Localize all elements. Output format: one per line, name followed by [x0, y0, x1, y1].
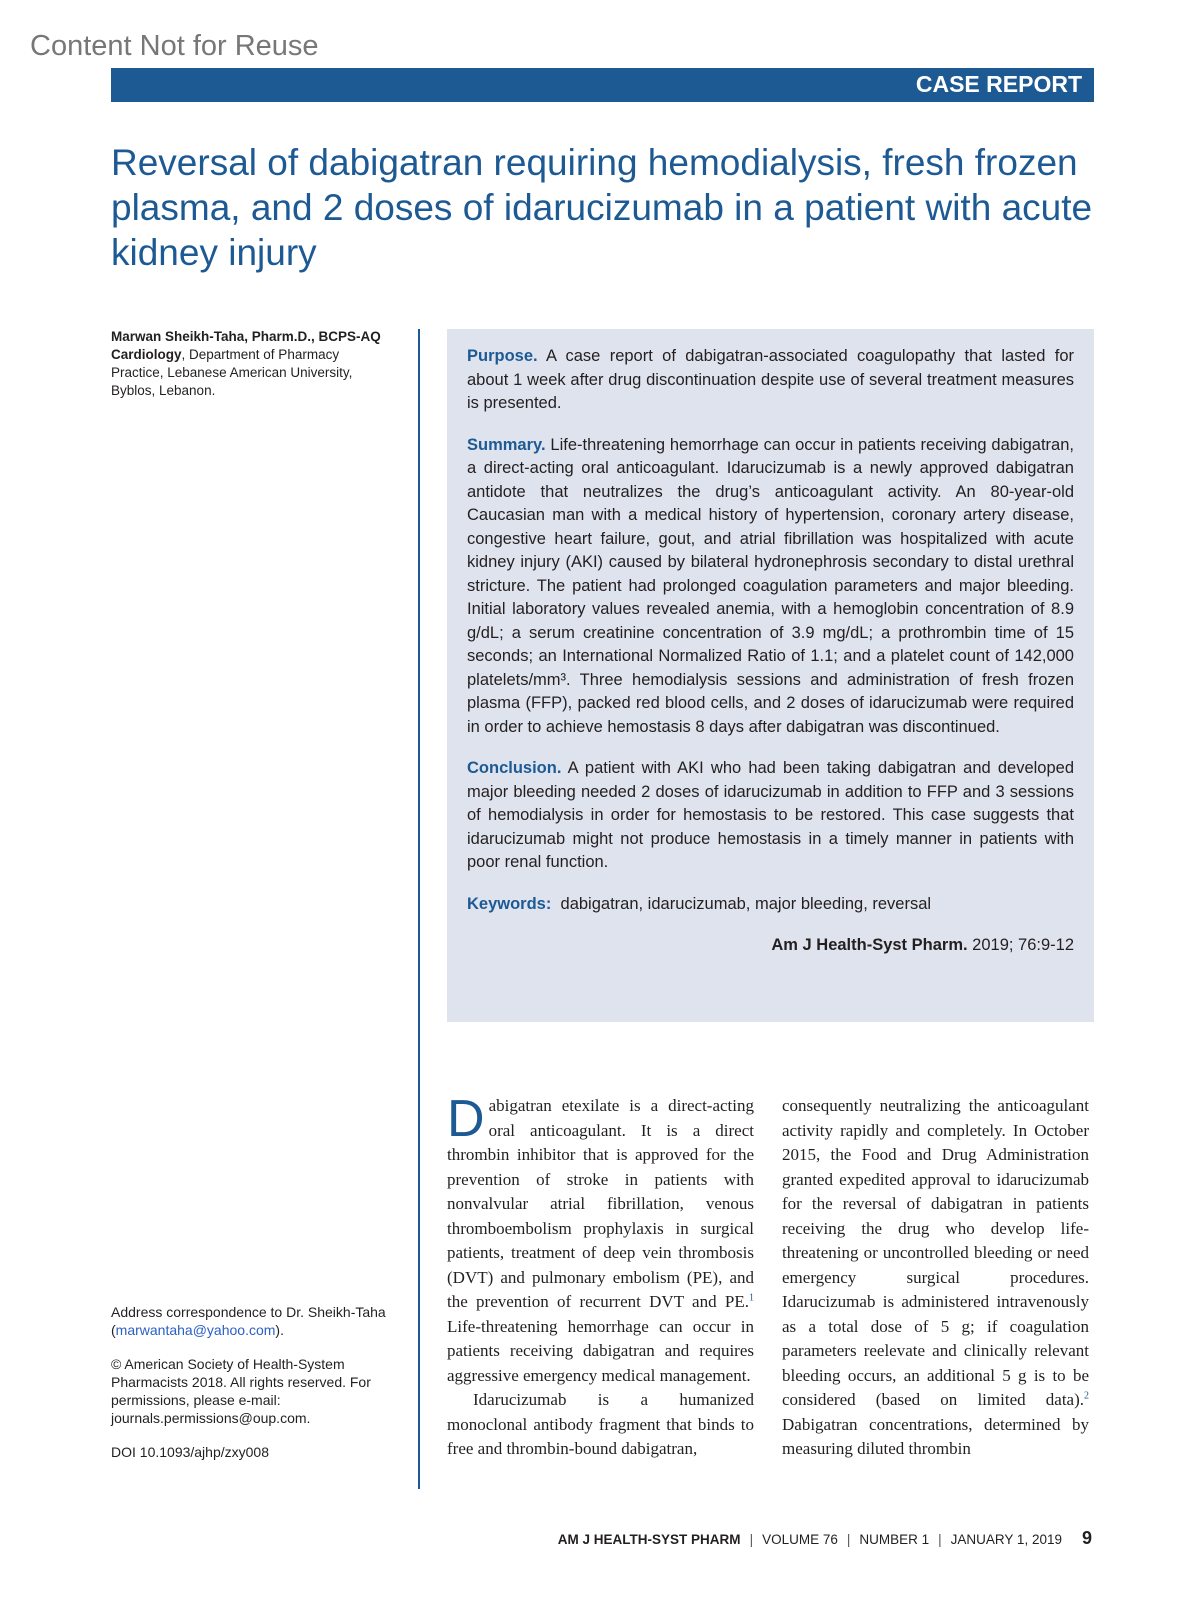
abstract-summary: [467, 434, 1074, 740]
conclusion-label: Conclusion.: [467, 759, 562, 777]
body-p2-text-col2: consequently neutralizing the anticoagulant activity rapidly and completely. In October 2015, the Food and Drug Administration granted expedited approval to idarucizumab for the reversal of dabigatran in patients receiving the drug who develop life-threatening or uncontrolled bleeding or need emergency surgical procedures. Idarucizumab is administered intravenously as a total dose of 5 g; if coagulation parameters reelevate and clinically relevant bleeding occurs, an additional 5 g is to be considered (based on limited data).: [782, 1096, 1089, 1409]
abstract-keywords: [467, 893, 1074, 917]
abstract-purpose: [467, 345, 1074, 416]
citation-details: 2019; 76:9-12: [967, 936, 1074, 954]
correspondence-email[interactable]: marwantaha@yahoo.com: [115, 1322, 276, 1338]
author-name: Marwan Sheikh-Taha, Pharm.D., BCPS-AQ Cardiology: [111, 329, 381, 362]
citation-journal: Am J Health-Syst Pharm.: [771, 936, 968, 954]
body-paragraph-2-cont: [782, 1094, 1089, 1462]
body-p1-text: abigatran etexilate is a direct-acting oral anticoagulant. It is a direct thrombin inhibitor that is approved for the prevention of stroke in patients with nonvalvular atrial fibrillation, venous thromboembolism prophylaxis in surgical patients, treatment of deep vein thrombosis (DVT) and pulmonary embolism (PE), and the prevention of recurrent DVT and PE.: [447, 1096, 754, 1311]
page-number: 9: [1081, 1528, 1092, 1548]
abstract-box: [447, 329, 1094, 1022]
doi: DOI 10.1093/ajhp/zxy008: [111, 1444, 269, 1460]
footer-date: JANUARY 1, 2019: [950, 1532, 1062, 1547]
reference-1[interactable]: 1: [749, 1292, 754, 1304]
article-title: Reversal of dabigatran requiring hemodialysis, fresh frozen plasma, and 2 doses of idarucizumab in a patient with acute kidney injury: [111, 142, 1093, 273]
summary-text: Life-threatening hemorrhage can occur in patients receiving dabigatran, a direct-acting oral anticoagulant. Idarucizumab is a newly approved dabigatran antidote that neutralizes the drug’s anticoagulant activity. An 80-year-old Caucasian man with a medical history of hypertension, coronary artery disease, congestive heart failure, gout, and atrial fibrillation was hospitalized with acute kidney injury (AKI) caused by bilateral hydronephrosis secondary to distal urethral stricture. The patient had prolonged coagulation parameters and major bleeding. Initial laboratory values revealed anemia, with a hemoglobin concentration of 8.9 g/dL; a serum creatinine concentration of 3.9 mg/dL; a prothrombin time of 15 seconds; an International Normalized Ratio of 1.1; and a platelet count of 142,000 platelets/mm³. Three hemodialysis sessions and administration of fresh frozen plasma (FFP), packed red blood cells, and 2 doses of idarucizumab were required in order to achieve hemostasis 8 days after dabigatran was discontinued.: [467, 435, 1074, 736]
purpose-label: Purpose.: [467, 347, 538, 365]
footer-volume: VOLUME 76: [762, 1532, 838, 1547]
body-p2-text-cont: Dabigatran concentrations, determined by measuring diluted thrombin: [782, 1414, 1089, 1458]
section-label: CASE REPORT: [915, 71, 1082, 97]
author-block: [111, 328, 391, 400]
purpose-text: A case report of dabigatran-associated coagulopathy that lasted for about 1 week after drug discontinuation despite use of several treatment measures is presented.: [467, 347, 1074, 412]
body-p1-text-cont: Life-threatening hemorrhage can occur in patients receiving dabigatran and requires aggressive emergency medical management.: [447, 1316, 754, 1385]
body-paragraph-1: [447, 1090, 754, 1388]
keywords-text: dabigatran, idarucizumab, major bleeding, reversal: [560, 894, 932, 913]
body-column-2: [782, 1094, 1089, 1462]
copyright-notice: © American Society of Health-System Pharmacists 2018. All rights reserved. For permissions, please e-mail: journals.permissions@oup.com.: [111, 1356, 371, 1426]
keywords-label: Keywords:: [467, 894, 552, 913]
footer-number: NUMBER 1: [859, 1532, 930, 1547]
conclusion-text: A patient with AKI who had been taking dabigatran and developed major bleeding needed 2 doses of idarucizumab in addition to FFP and 3 sessions of hemodialysis in order for hemostasis to be restored. This case suggests that idarucizumab might not produce hemostasis in a timely manner in patients with poor renal function.: [467, 759, 1074, 871]
body-column-1: [447, 1090, 754, 1462]
correspondence-close: ).: [275, 1322, 284, 1338]
dropcap: D: [447, 1090, 485, 1148]
footer-journal: AM J HEALTH-SYST PHARM: [557, 1532, 741, 1547]
watermark: Content Not for Reuse: [30, 30, 319, 62]
correspondence-address: [111, 1303, 401, 1339]
column-divider: [418, 329, 420, 1489]
section-banner: [111, 68, 1094, 102]
page-footer: AM J HEALTH-SYST PHARM | VOLUME 76 | NUMBER 1 | JANUARY 1, 2019 9: [557, 1528, 1092, 1548]
correspondence-text: Address correspondence to Dr. Sheikh-Taha (: [111, 1304, 386, 1338]
body-paragraph-2: [447, 1388, 754, 1462]
summary-label: Summary.: [467, 435, 546, 454]
reference-2[interactable]: 2: [1084, 1390, 1089, 1402]
body-p2-text: Idarucizumab is a humanized monoclonal antibody fragment that binds to free and thrombin-bound dabigatran,: [447, 1390, 754, 1458]
author-affiliation: , Department of Pharmacy Practice, Lebanese American University, Byblos, Lebanon.: [111, 347, 353, 398]
citation: [467, 934, 1074, 958]
correspondence-block: [111, 1303, 401, 1477]
abstract-conclusion: [467, 757, 1074, 875]
